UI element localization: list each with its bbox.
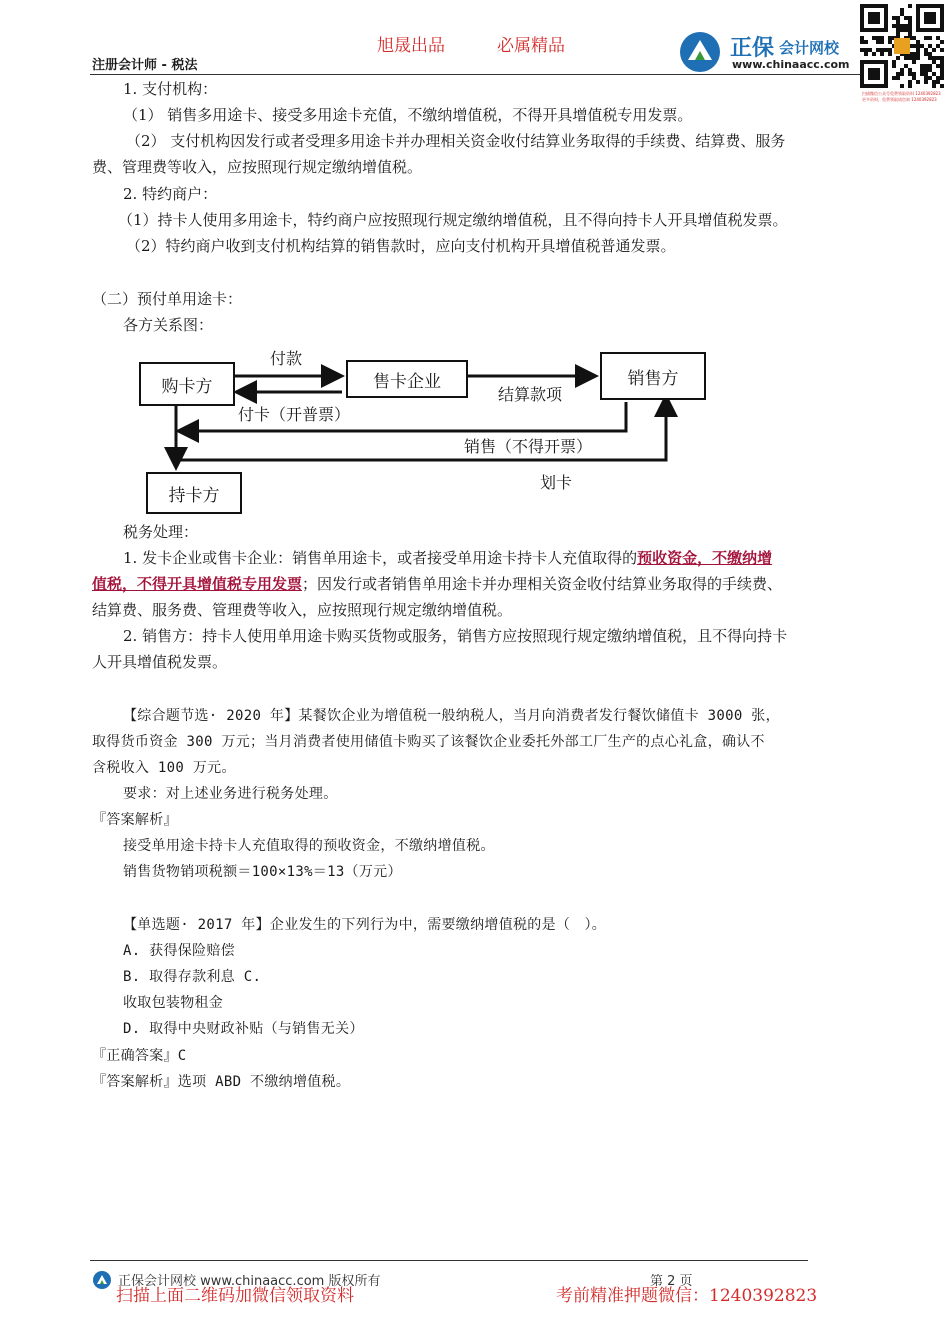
paragraph: （2） 支付机构因发行或者受理多用途卡并办理相关资金收付结算业务取得的手续费、结算费、服务: [126, 132, 786, 150]
paragraph: 2. 销售方：持卡人使用单用途卡购买货物或服务，销售方应按照现行规定缴纳增值税，且不得向持卡: [123, 627, 788, 645]
answer-label: 『答案解析』: [92, 812, 178, 828]
node-seller-company: 售卡企业: [346, 360, 468, 398]
diagram-caption: 各方关系图：: [123, 316, 214, 334]
option-d: D. 取得中央财政补贴（与销售无关）: [123, 1021, 364, 1037]
wechat-qr-code: [860, 4, 944, 88]
answer-line: 销售货物销项税额＝100×13%＝13（万元）: [123, 864, 402, 880]
paragraph: （1）持卡人使用多用途卡，特约商户应按照现行规定缴纳增值税，且不得向持卡人开具增值税发票。: [118, 211, 788, 229]
question-1: 取得货币资金 300 万元；当月消费者使用储值卡购买了该餐饮企业委托外部工厂生产的点心礼盒，确认不: [92, 734, 765, 750]
text: 1. 发卡企业或售卡企业：销售单用途卡，或者接受单用途卡持卡人充值取得的: [123, 549, 638, 567]
node-buyer: 购卡方: [139, 362, 235, 406]
highlight: 预收资金，不缴纳增: [637, 549, 773, 567]
chinaacc-logo: [678, 28, 858, 76]
option-c: 收取包装物租金: [123, 995, 224, 1011]
logo-url: www.chinaacc.com: [732, 58, 850, 71]
paragraph: （2）特约商户收到支付机构结算的销售款时，应向支付机构开具增值税普通发票。: [126, 237, 676, 255]
text: ；因发行或者销售单用途卡并办理相关资金收付结算业务取得的手续费、: [302, 575, 783, 593]
footer-promo-right: 考前精准押题微信：1240392823: [556, 1286, 818, 1306]
section-2-title: 2. 特约商户：: [123, 185, 218, 203]
header-rule: [90, 74, 860, 75]
relationship-diagram: [130, 344, 710, 520]
paragraph: 人开具增值税发票。: [92, 653, 228, 671]
footer-logo-icon: [92, 1270, 112, 1290]
node-sales-party: 销售方: [600, 352, 706, 400]
section-1-title: 1. 支付机构：: [123, 80, 218, 98]
option-a: A. 获得保险赔偿: [123, 943, 235, 959]
label-sale-no-invoice: 销售（不得开票）: [464, 437, 593, 456]
logo-text: 正保: [730, 36, 775, 61]
label-swipe: 划卡: [540, 473, 573, 492]
doc-subject: 注册会计师 - 税法: [92, 58, 198, 73]
qr-caption-2: 更多资料，免费领取请咨询 1240392823: [862, 97, 937, 102]
slogan-right: 必属精品: [497, 36, 565, 56]
node-holder: 持卡方: [146, 472, 242, 514]
page-number: 第 2 页: [650, 1274, 693, 1289]
logo-suffix: 会计网校: [779, 39, 840, 57]
answer-line: 接受单用途卡持卡人充值取得的预收资金，不缴纳增值税。: [123, 838, 495, 854]
paragraph: （1） 销售多用途卡、接受多用途卡充值，不缴纳增值税，不得开具增值税专用发票。: [123, 106, 693, 124]
option-b: B. 取得存款利息 C.: [123, 969, 262, 985]
footer-rule: [90, 1260, 808, 1261]
highlight: 值税，不得开具增值税专用发票: [92, 575, 303, 593]
tax-title: 税务处理：: [123, 523, 199, 541]
paragraph: 结算费、服务费、管理费等收入，应按照现行规定缴纳增值税。: [92, 601, 513, 619]
slogan-left: 旭晟出品: [377, 36, 445, 56]
paragraph: 费、管理费等收入，应按照现行规定缴纳增值税。: [92, 158, 423, 176]
paragraph: [123, 548, 772, 568]
question-1-requirement: 要求：对上述业务进行税务处理。: [123, 786, 338, 802]
label-pay: 付款: [270, 349, 303, 368]
question-2: 【单选题· 2017 年】企业发生的下列行为中，需要缴纳增值税的是（ ）。: [123, 917, 607, 933]
footer-promo-left: 扫描上面二维码加微信领取资料: [116, 1286, 354, 1306]
qr-caption-1: 扫描微信公众号免费领取资料 1240392823: [862, 91, 941, 96]
logo-mark-icon: [678, 30, 724, 74]
section-heading: （二）预付单用途卡：: [92, 290, 243, 308]
paragraph: [92, 574, 782, 594]
footer-copyright: 正保会计网校 www.chinaacc.com 版权所有: [118, 1274, 381, 1289]
correct-answer: 『正确答案』C: [92, 1048, 187, 1064]
label-settlement: 结算款项: [498, 385, 563, 404]
answer-explanation: 『答案解析』选项 ABD 不缴纳增值税。: [92, 1074, 351, 1090]
question-1: 含税收入 100 万元。: [92, 760, 236, 776]
label-card-invoice: 付卡（开普票）: [238, 405, 351, 424]
question-1: 【综合题节选· 2020 年】某餐饮企业为增值税一般纳税人，当月向消费者发行餐饮储值卡 3000 张，: [123, 708, 780, 724]
